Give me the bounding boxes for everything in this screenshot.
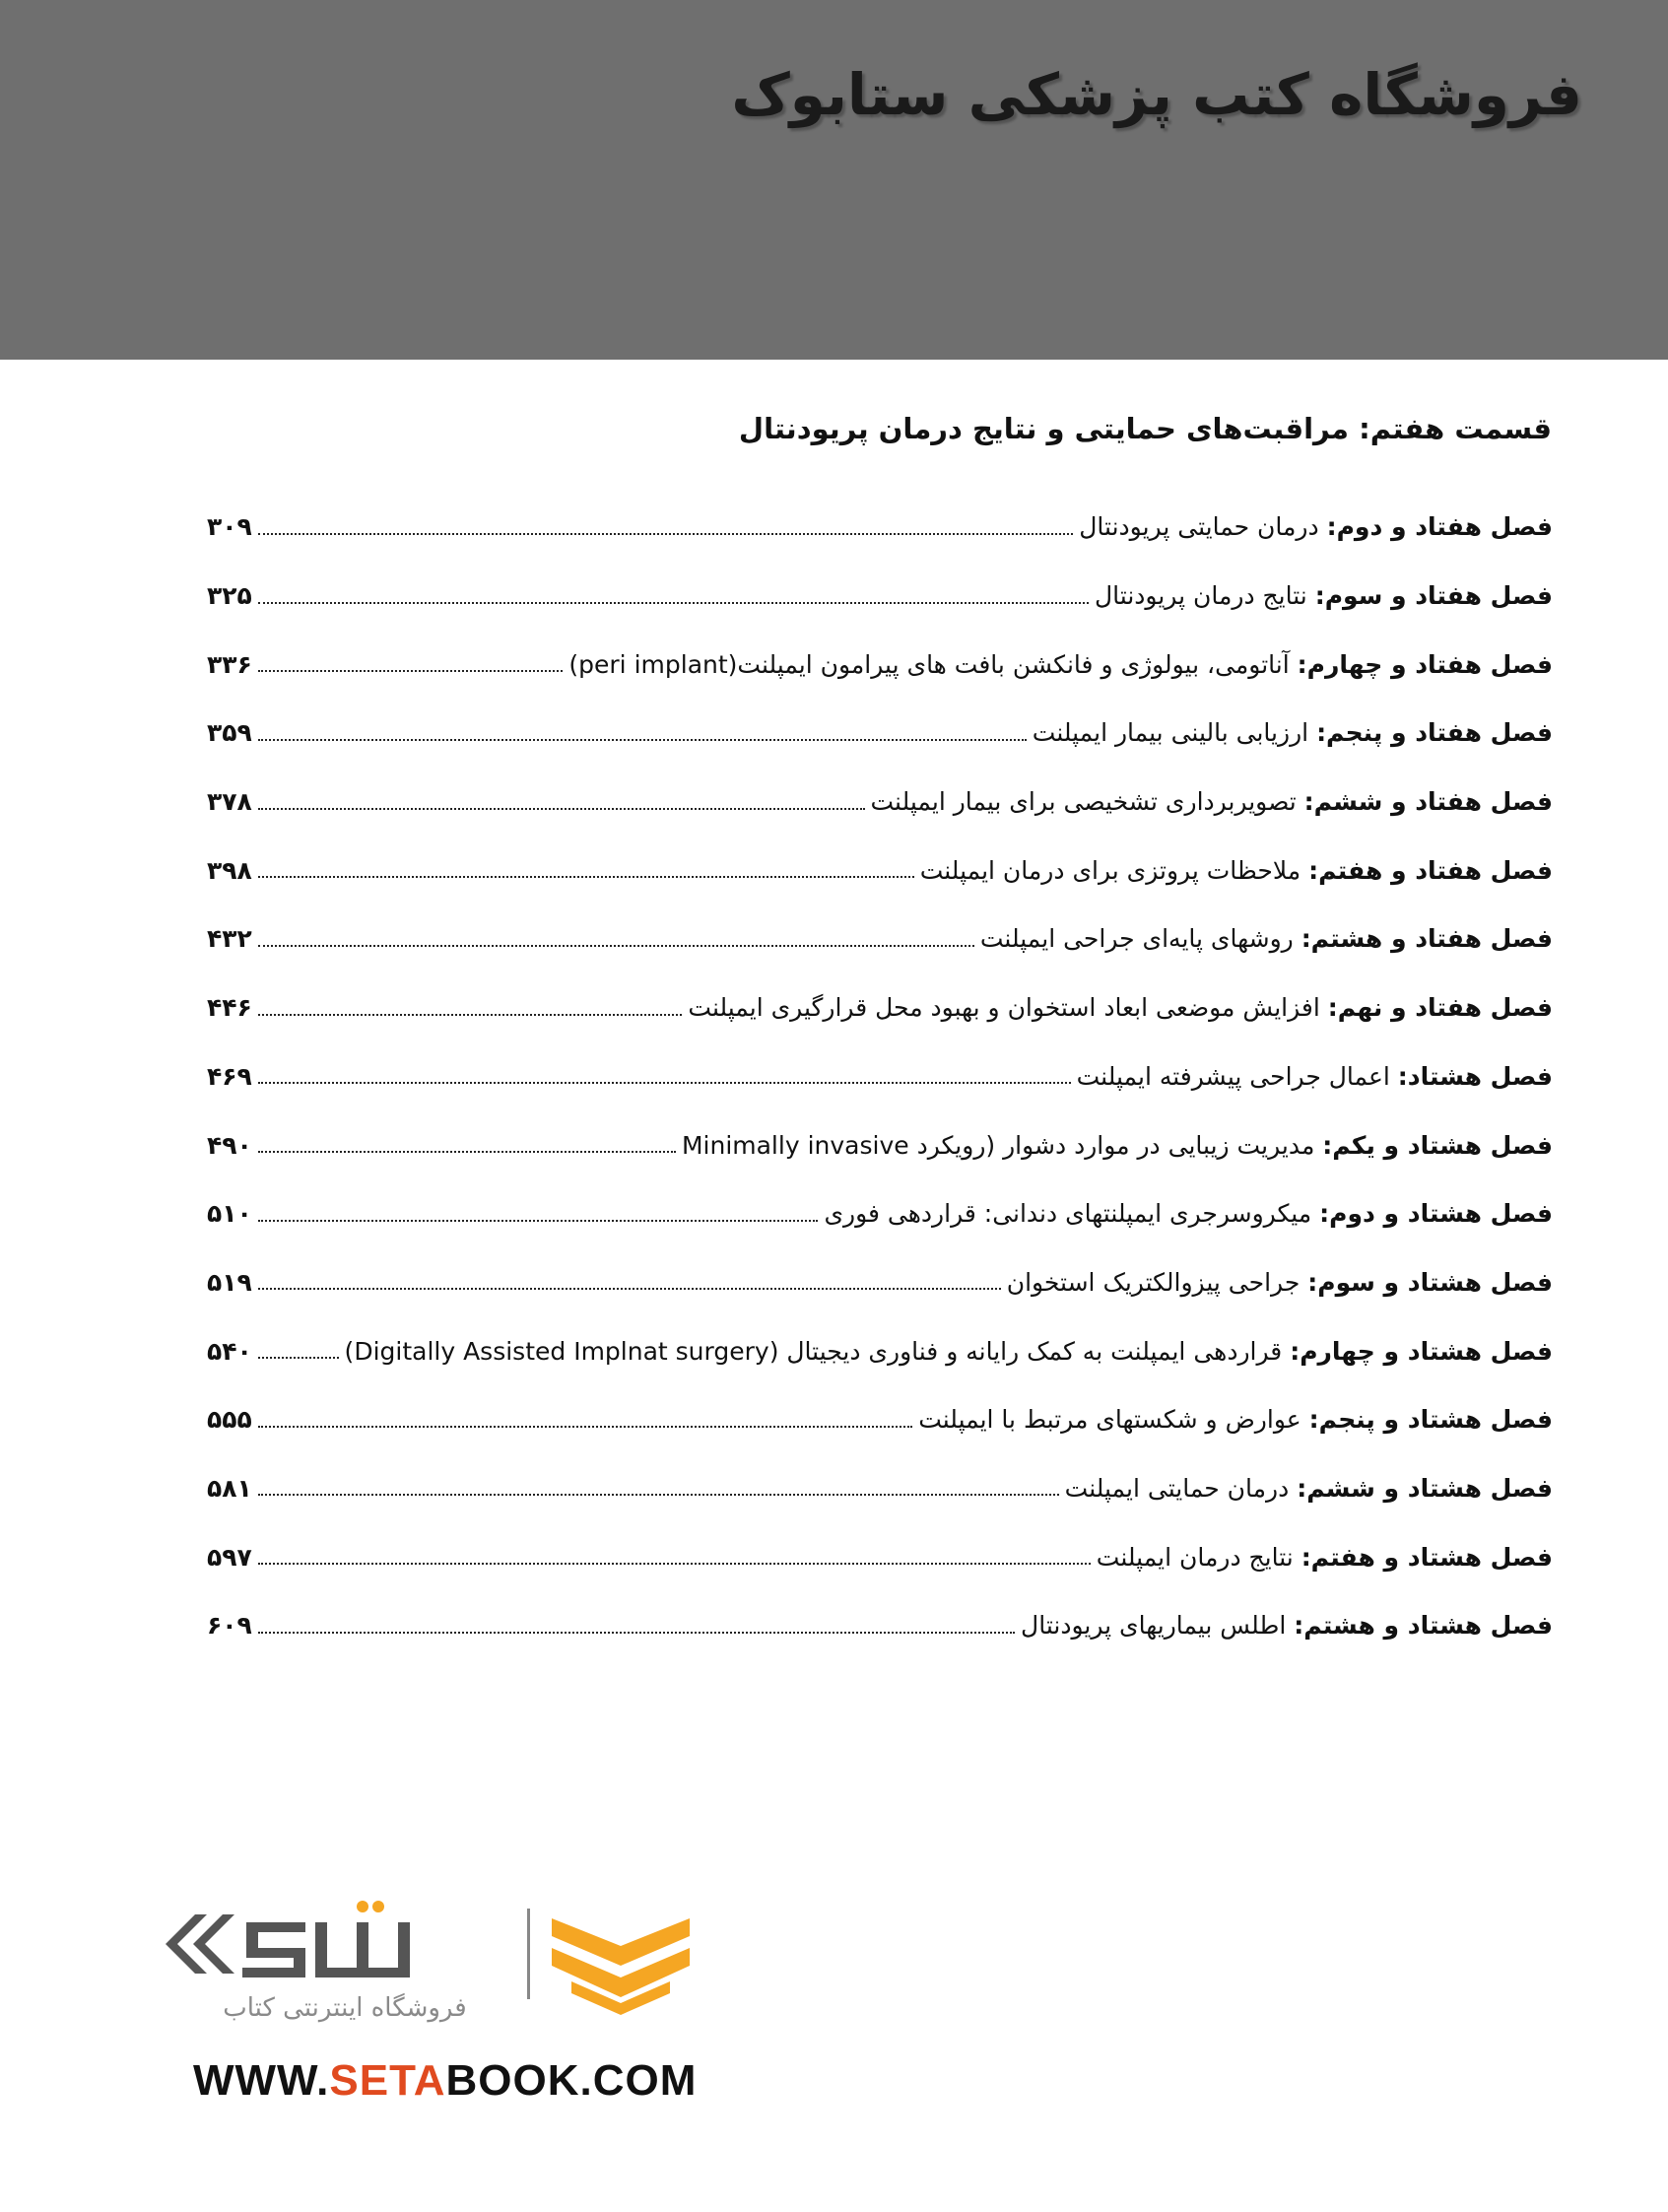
toc-page-number: ۳۰۹ [207,512,252,542]
table-of-contents [207,493,1553,1660]
toc-row[interactable] [207,493,1553,562]
toc-chapter-label: فصل هشتاد و یکم: [1322,1130,1553,1160]
toc-page-number: ۳۷۸ [207,787,252,817]
brand-lettering [357,1901,368,1912]
toc-row[interactable] [207,905,1553,973]
website-url[interactable] [193,2056,697,2106]
toc-page-number: ۴۳۲ [207,924,252,954]
toc-entry-title [678,1131,1553,1160]
toc-page-number: ۴۹۰ [207,1130,252,1160]
toc-chapter-title: ملاحظات پروتزی برای درمان ایمپلنت [919,855,1301,885]
toc-page-number: ۵۵۵ [207,1405,252,1435]
toc-chapter-label: فصل هفتاد و هشتم: [1301,924,1553,954]
toc-dot-leader [258,1494,1059,1496]
toc-chapter-title: آناتومی، بیولوژی و فانکشن بافت های پیرامون ایمپلنت(peri implant) [568,649,1290,679]
toc-dot-leader [258,1082,1071,1084]
url-prefix: WWW. [193,2056,330,2105]
toc-row[interactable] [207,836,1553,905]
toc-chapter-label: فصل هشتاد و هشتم: [1294,1611,1553,1641]
toc-entry-title [1029,718,1553,747]
toc-page-number: ۳۵۹ [207,718,252,748]
toc-page-number: ۴۴۶ [207,993,252,1023]
toc-chapter-label: فصل هفتاد و دوم: [1326,512,1553,542]
toc-row[interactable] [207,768,1553,837]
toc-chapter-title: نتایج درمان پریودنتال [1095,581,1307,611]
toc-dot-leader [258,945,974,947]
toc-chapter-label: فصل هشتاد و دوم: [1319,1199,1553,1229]
toc-chapter-title: روشهای پایه‌ای جراحی ایمپلنت [979,924,1294,954]
brand-lettering [315,1922,410,1977]
toc-chapter-title: اعمال جراحی پیشرفته ایمپلنت [1076,1061,1390,1091]
toc-chapter-label: فصل هفتاد و نهم: [1327,993,1553,1023]
toc-entry-title [341,1337,1553,1366]
toc-chapter-title: درمان حمایتی ایمپلنت [1064,1473,1290,1503]
toc-chapter-title: تصویربرداری تشخیصی برای بیمار ایمپلنت [870,787,1297,817]
toc-dot-leader [258,1288,1001,1290]
toc-entry-title [820,1199,1553,1228]
toc-chapter-label: فصل هفتاد و ششم: [1303,787,1553,817]
toc-dot-leader [258,1357,339,1359]
toc-entry-title [916,856,1553,885]
toc-chapter-label: فصل هشتاد: [1397,1061,1553,1091]
toc-dot-leader [258,739,1027,741]
header-banner [0,0,1668,360]
toc-row[interactable] [207,973,1553,1042]
toc-entry-title [1093,1543,1553,1572]
toc-page-number: ۵۱۰ [207,1199,252,1229]
logo-subtitle: فروشگاه اینترنتی کتاب [223,1993,467,2023]
toc-dot-leader [258,1151,676,1153]
toc-entry-title [1003,1268,1553,1297]
toc-dot-leader [258,1632,1015,1634]
toc-entry-title [867,787,1554,816]
toc-row[interactable] [207,562,1553,631]
toc-entry-title [1075,512,1553,541]
setabook-logo [158,1887,719,2123]
toc-page-number: ۵۹۷ [207,1542,252,1572]
toc-row[interactable] [207,1110,1553,1179]
toc-row[interactable] [207,1454,1553,1523]
toc-dot-leader [258,602,1089,604]
toc-entry-title [1073,1062,1553,1091]
toc-dot-leader [258,1014,682,1016]
toc-entry-title [1091,581,1553,610]
toc-entry-title [914,1405,1553,1434]
toc-page-number: ۳۲۵ [207,581,252,611]
toc-chapter-label: فصل هفتاد و سوم: [1314,581,1553,611]
toc-entry-title [976,924,1553,953]
toc-dot-leader [258,1426,912,1428]
brand-lettering [372,1901,384,1912]
toc-dot-leader [258,1563,1091,1565]
section-heading: قسمت هفتم: مراقبت‌های حمایتی و نتایج درمان پریودنتال [738,412,1552,445]
toc-chapter-title: جراحی پیزوالکتریک استخوان [1006,1267,1301,1297]
toc-chapter-label: فصل هفتاد و پنجم: [1316,718,1553,748]
chevron-icon [193,1914,234,1974]
toc-page-number: ۵۱۹ [207,1267,252,1297]
toc-chapter-title: مدیریت زیبایی در موارد دشوار (رویکرد Minimally invasive [681,1130,1315,1160]
toc-chapter-label: فصل هفتاد و هفتم: [1308,855,1553,885]
toc-dot-leader [258,670,563,672]
toc-row[interactable] [207,1248,1553,1317]
toc-chapter-title: عوارض و شکستهای مرتبط با ایمپلنت [918,1405,1301,1435]
toc-chapter-label: فصل هشتاد و پنجم: [1308,1405,1553,1435]
toc-row[interactable] [207,1522,1553,1591]
toc-chapter-label: فصل هشتاد و هفتم: [1301,1542,1553,1572]
toc-chapter-title: ارزیابی بالینی بیمار ایمپلنت [1032,718,1309,748]
toc-entry-title [565,650,1553,679]
toc-row[interactable] [207,1042,1553,1111]
logo-divider [527,1909,530,1999]
toc-page-number: ۳۳۶ [207,649,252,679]
toc-page-number: ۵۸۱ [207,1473,252,1503]
toc-dot-leader [258,533,1073,535]
toc-chapter-label: فصل هشتاد و ششم: [1297,1473,1553,1503]
toc-chapter-label: فصل هشتاد و چهارم: [1290,1336,1553,1366]
toc-page-number: ۴۶۹ [207,1061,252,1091]
toc-chapter-title: میکروسرجری ایمپلنتهای دندانی: قراردهی فوری [824,1199,1312,1229]
toc-page-number: ۵۴۰ [207,1336,252,1366]
toc-page-number: ۶۰۹ [207,1611,252,1641]
toc-page-number: ۳۹۸ [207,855,252,885]
toc-dot-leader [258,1220,818,1222]
toc-dot-leader [258,876,914,878]
toc-chapter-label: فصل هشتاد و سوم: [1307,1267,1553,1297]
toc-chapter-title: درمان حمایتی پریودنتال [1079,512,1319,542]
toc-row[interactable] [207,699,1553,768]
toc-chapter-title: اطلس بیماریهای پریودنتال [1021,1611,1287,1641]
toc-row[interactable] [207,1179,1553,1248]
toc-chapter-title: نتایج درمان ایمپلنت [1096,1542,1294,1572]
toc-entry-title [1017,1611,1553,1640]
brand-lettering [242,1922,305,1977]
url-accent: SETA [329,2056,446,2105]
toc-dot-leader [258,808,865,810]
toc-row[interactable] [207,1591,1553,1660]
toc-chapter-title: افزایش موضعی ابعاد استخوان و بهبود محل قرارگیری ایمپلنت [688,993,1320,1023]
setabook-logo-mark [158,1887,719,2054]
toc-chapter-title: قراردهی ایمپلنت به کمک رایانه و فناوری دیجیتال (Digitally Assisted Implnat surgery) [344,1336,1283,1366]
toc-row[interactable] [207,630,1553,699]
toc-chapter-label: فصل هفتاد و چهارم: [1297,649,1553,679]
url-suffix: BOOK.COM [445,2056,698,2105]
toc-entry-title [1061,1474,1553,1503]
toc-row[interactable] [207,1316,1553,1385]
toc-row[interactable] [207,1385,1553,1454]
store-title: فروشگاه کتب پزشکی ستابوک [731,61,1582,128]
toc-entry-title [684,993,1553,1022]
